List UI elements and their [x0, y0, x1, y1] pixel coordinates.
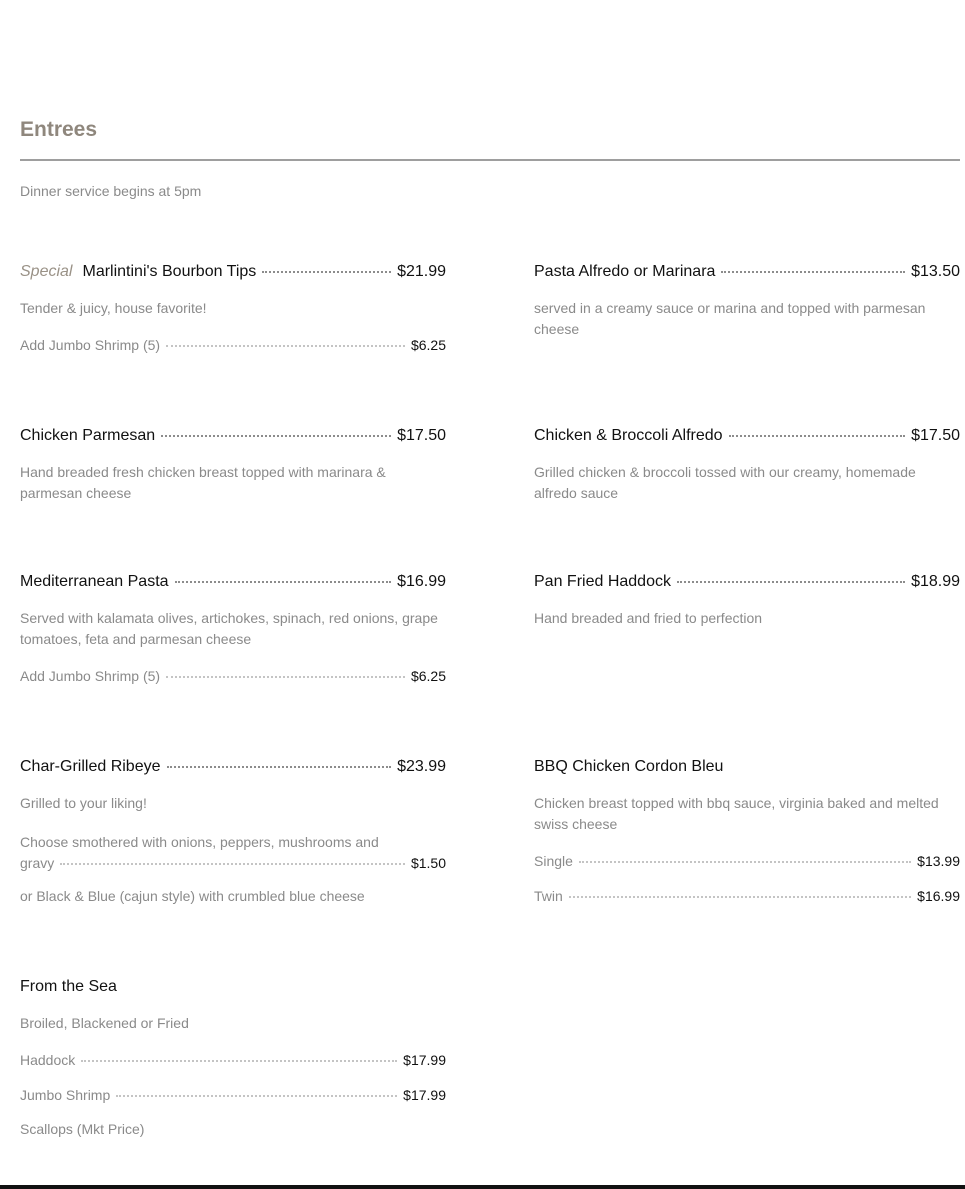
extra-option: or Black & Blue (cajun style) with crumbled blue cheese — [20, 888, 365, 904]
menu-item-price: $21.99 — [397, 263, 446, 280]
dot-leader — [167, 765, 392, 768]
dot-leader — [262, 270, 391, 273]
menu-item-price: $17.50 — [911, 427, 960, 444]
menu-item-header — [534, 263, 960, 285]
menu-item-name: BBQ Chicken Cordon Bleu — [534, 758, 724, 775]
addon-label: Add Jumbo Shrimp (5) — [20, 668, 161, 684]
menu-item-name: Pan Fried Haddock — [534, 573, 671, 590]
menu-item-header — [20, 573, 446, 595]
menu-item-pasta-alfredo — [534, 263, 960, 340]
menu-item-price: $23.99 — [397, 758, 446, 775]
option-row — [20, 1052, 446, 1068]
option-price: $13.99 — [917, 853, 960, 869]
dot-leader — [81, 1059, 397, 1062]
menu-item-chicken-parmesan — [20, 427, 446, 504]
menu-item-description: Tender & juicy, house favorite! — [20, 300, 207, 316]
menu-item-description: Chicken breast topped with bbq sauce, virginia baked and melted swiss cheese — [534, 795, 939, 832]
menu-item-description: Broiled, Blackened or Fried — [20, 1015, 189, 1031]
menu-item-name: Pasta Alfredo or Marinara — [534, 263, 716, 280]
menu-item-name: Mediterranean Pasta — [20, 573, 169, 590]
menu-item-ribeye — [20, 758, 446, 904]
dot-leader — [721, 270, 905, 273]
addon-row — [20, 337, 446, 353]
menu-item-name: Chicken & Broccoli Alfredo — [534, 427, 723, 444]
addon-row — [20, 668, 446, 684]
menu-item-price: $17.50 — [397, 427, 446, 444]
menu-item-chicken-broccoli-alfredo — [534, 427, 960, 504]
menu-item-price: $13.50 — [911, 263, 960, 280]
dot-leader — [729, 434, 906, 437]
addon-price: $6.25 — [410, 337, 446, 353]
menu-item-header — [20, 427, 446, 449]
addon-price: $6.25 — [410, 668, 446, 684]
dot-leader — [569, 895, 911, 898]
special-tag: Special — [20, 263, 73, 280]
menu-item-description: served in a creamy sauce or marina and topped with parmesan cheese — [534, 300, 926, 337]
dot-leader — [166, 344, 405, 347]
menu-item-header — [534, 427, 960, 449]
bottom-border — [0, 1185, 965, 1189]
dot-leader — [60, 862, 405, 865]
option-label: Jumbo Shrimp — [20, 1087, 111, 1103]
dot-leader — [161, 434, 391, 437]
section-divider — [20, 159, 960, 161]
market-price-line: Scallops (Mkt Price) — [20, 1121, 145, 1137]
option-price: $17.99 — [403, 1052, 446, 1068]
dot-leader — [677, 580, 905, 583]
option-row — [534, 888, 960, 904]
menu-item-name: Chicken Parmesan — [20, 427, 156, 444]
option-price: $16.99 — [917, 888, 960, 904]
dot-leader — [175, 580, 392, 583]
menu-item-mediterranean-pasta — [20, 573, 446, 684]
addon-price: $1.50 — [410, 855, 446, 871]
menu-item-header — [534, 758, 960, 780]
menu-item-header — [20, 263, 446, 285]
addon-label: Add Jumbo Shrimp (5) — [20, 337, 161, 353]
previous-item-fragment — [534, 0, 960, 4]
option-label: Twin — [534, 888, 563, 904]
menu-item-price: $18.99 — [911, 573, 960, 590]
menu-item-name: Marlintini's Bourbon Tips — [82, 263, 257, 280]
option-row — [534, 853, 960, 869]
menu-item-description: Served with kalamata olives, artichokes, spinach, red onions, grape tomatoes, feta and parmesan cheese — [20, 610, 438, 647]
option-label: Haddock — [20, 1052, 76, 1068]
dot-leader — [116, 1094, 397, 1097]
menu-item-name: From the Sea — [20, 978, 117, 995]
menu-item-header — [20, 758, 446, 780]
menu-item-description: Hand breaded fresh chicken breast topped with marinara & parmesan cheese — [20, 464, 386, 501]
section-title: Entrees — [20, 118, 98, 141]
menu-item-description: Grilled to your liking! — [20, 795, 147, 811]
menu-item-price: $16.99 — [397, 573, 446, 590]
menu-item-header — [20, 978, 446, 1000]
section-note: Dinner service begins at 5pm — [20, 183, 202, 199]
addon-label-line1: Choose smothered with onions, peppers, mushrooms and — [20, 834, 379, 850]
option-label: Single — [534, 853, 573, 869]
menu-item-header — [534, 573, 960, 595]
option-price: $17.99 — [403, 1087, 446, 1103]
menu-item-name: Char-Grilled Ribeye — [20, 758, 161, 775]
menu-item-from-the-sea — [20, 978, 446, 1137]
addon-label-line2: gravy — [20, 855, 55, 871]
menu-item-bourbon-tips — [20, 263, 446, 353]
dot-leader — [579, 860, 911, 863]
option-row — [20, 1087, 446, 1103]
addon-label-line2-row — [20, 853, 446, 874]
menu-item-description: Hand breaded and fried to perfection — [534, 610, 763, 626]
dot-leader — [166, 675, 405, 678]
addon-row — [20, 832, 446, 874]
menu-item-description: Grilled chicken & broccoli tossed with our creamy, homemade alfredo sauce — [534, 464, 916, 501]
menu-item-pan-fried-haddock — [534, 573, 960, 629]
menu-item-bbq-chicken-cordon-bleu — [534, 758, 960, 904]
